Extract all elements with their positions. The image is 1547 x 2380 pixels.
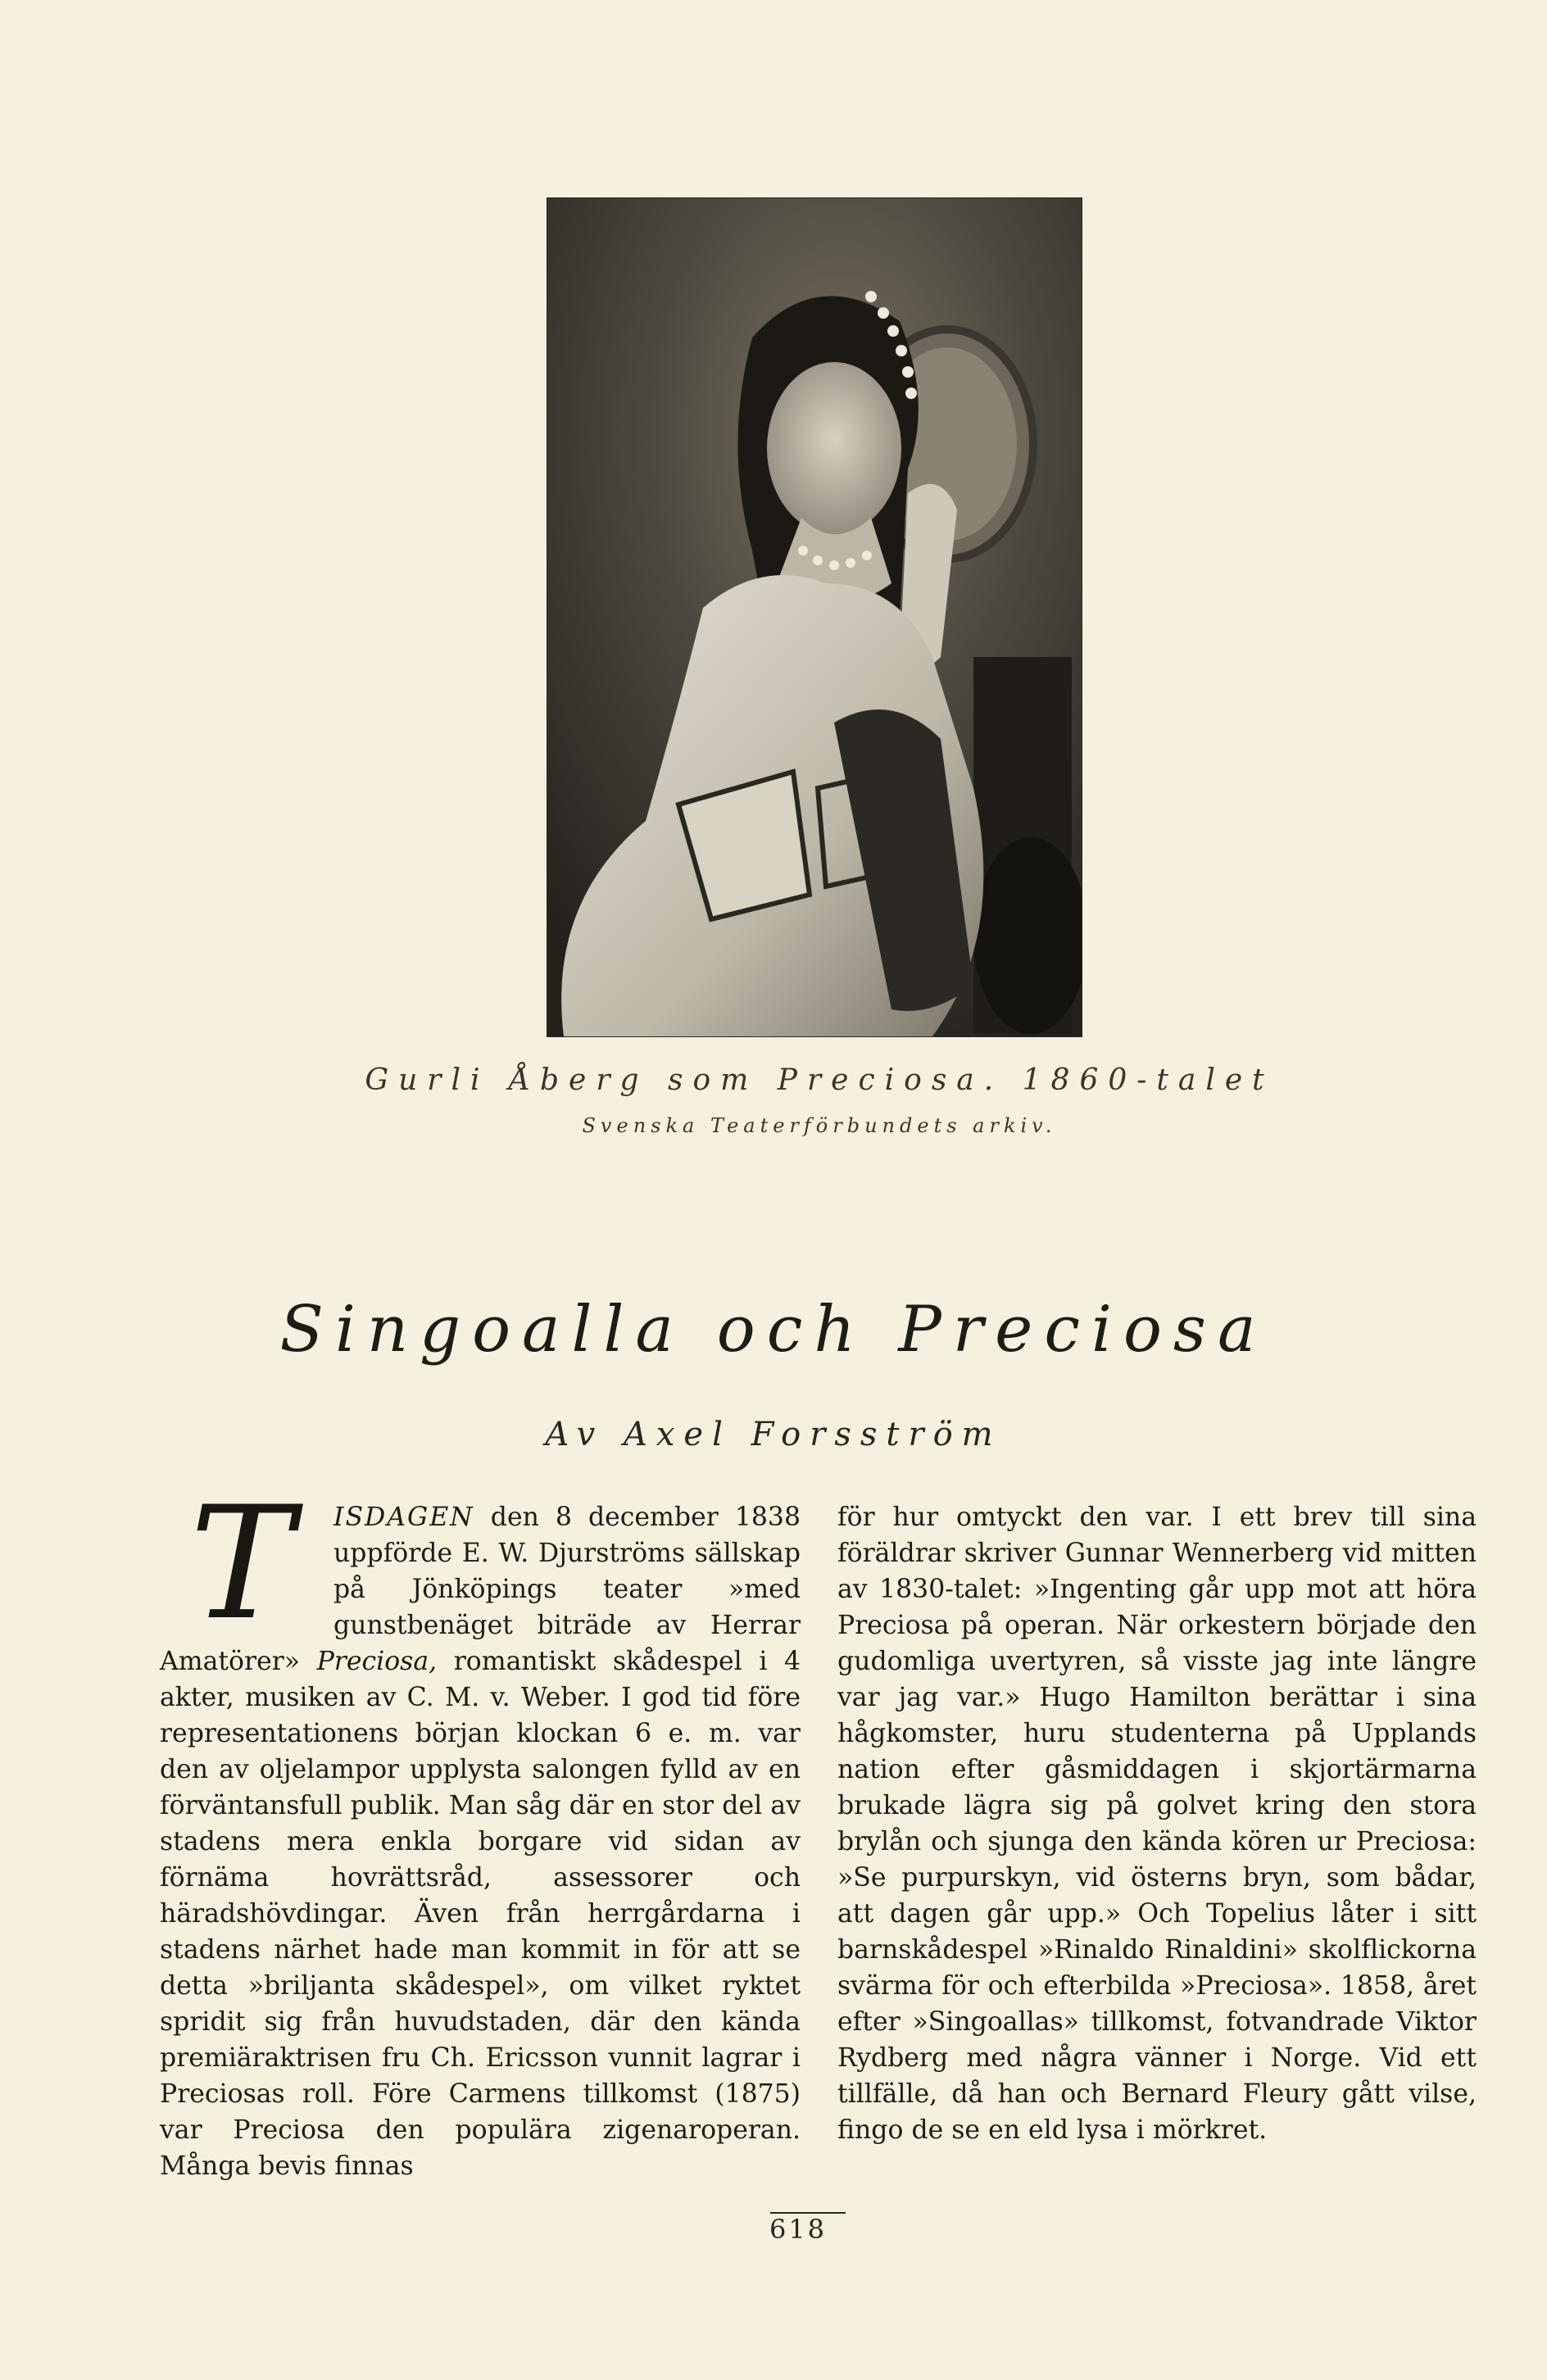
photo-credit: Svenska Teaterförbundets arkiv.: [582, 1114, 1057, 1137]
article-byline: Av Axel Forsström: [545, 1416, 1002, 1453]
drop-cap: T: [189, 1473, 294, 1654]
article-title: Singoalla och Preciosa: [279, 1293, 1268, 1367]
play-title: Preciosa,: [316, 1647, 438, 1676]
article-column-left: [160, 1473, 801, 2184]
article-column-right: för hur omtyckt den var. I ett brev till sina föräldrar skriver Gunnar Wennerberg vid mitten av 1830-talet: »Ingenting går upp mot att höra Preciosa på operan. När orkestern började den gudomliga uvertyren, så visste jag inte längre var jag var.» Hugo Hamilton berättar i sina hågkomster, huru studenterna på Upplands nation efter gåsmiddagen i skjortärmarna brukade lägra sig på golvet kring den stora brylån och sjunga den kända kören ur Preciosa: »Se purpurskyn, vid österns bryn, som bådar, att dagen går upp.» Och Topelius låter i sitt barnskådespel »Rinaldo Rinaldini» skolflickorna svärma för och efterbilda »Preciosa». 1858, året efter »Singoallas» tillkomst, fotvandrade Viktor Rydberg med några vänner i Norge. Vid ett tillfälle, då han och Bernard Fleury gått vilse, fingo de se en eld lysa i mörkret.: [837, 1503, 1477, 2145]
portrait-illustration: [547, 198, 1082, 1036]
photo-caption: Gurli Åberg som Preciosa. 1860-talet: [365, 1063, 1274, 1097]
left-text-a: den 8 december 1838 uppförde E. W. Djurströms sällskap på Jönköpings teater »med gunstbenäget biträde av Herrar Amatörer»: [160, 1503, 801, 1676]
page-number: 618: [769, 2214, 828, 2245]
left-text-b: romantiskt skådespel i 4 akter, musiken av C. M. v. Weber. I god tid före representationens början klockan 6 e. m. var den av oljelampor upplysta salongen fylld av en förväntansfull publik. Man såg där en stor del av stadens mera enkla borgare vid sidan av förnäma hovrättsråd, assessorer och häradshövdingar. Även från herrgårdarna i stadens närhet hade man kommit in för att se detta »briljanta skådespel», om vilket ryktet spridit sig från huvudstaden, där den kända premiäraktrisen fru Ch. Ericsson vunnit lagrar i Preciosas roll. Före Carmens tillkomst (1875) var Preciosa den populära zigenaroperan. Många bevis finnas: [160, 1647, 801, 2181]
lead-word: ISDAGEN: [333, 1503, 474, 1532]
portrait-photo: [547, 197, 1082, 1037]
